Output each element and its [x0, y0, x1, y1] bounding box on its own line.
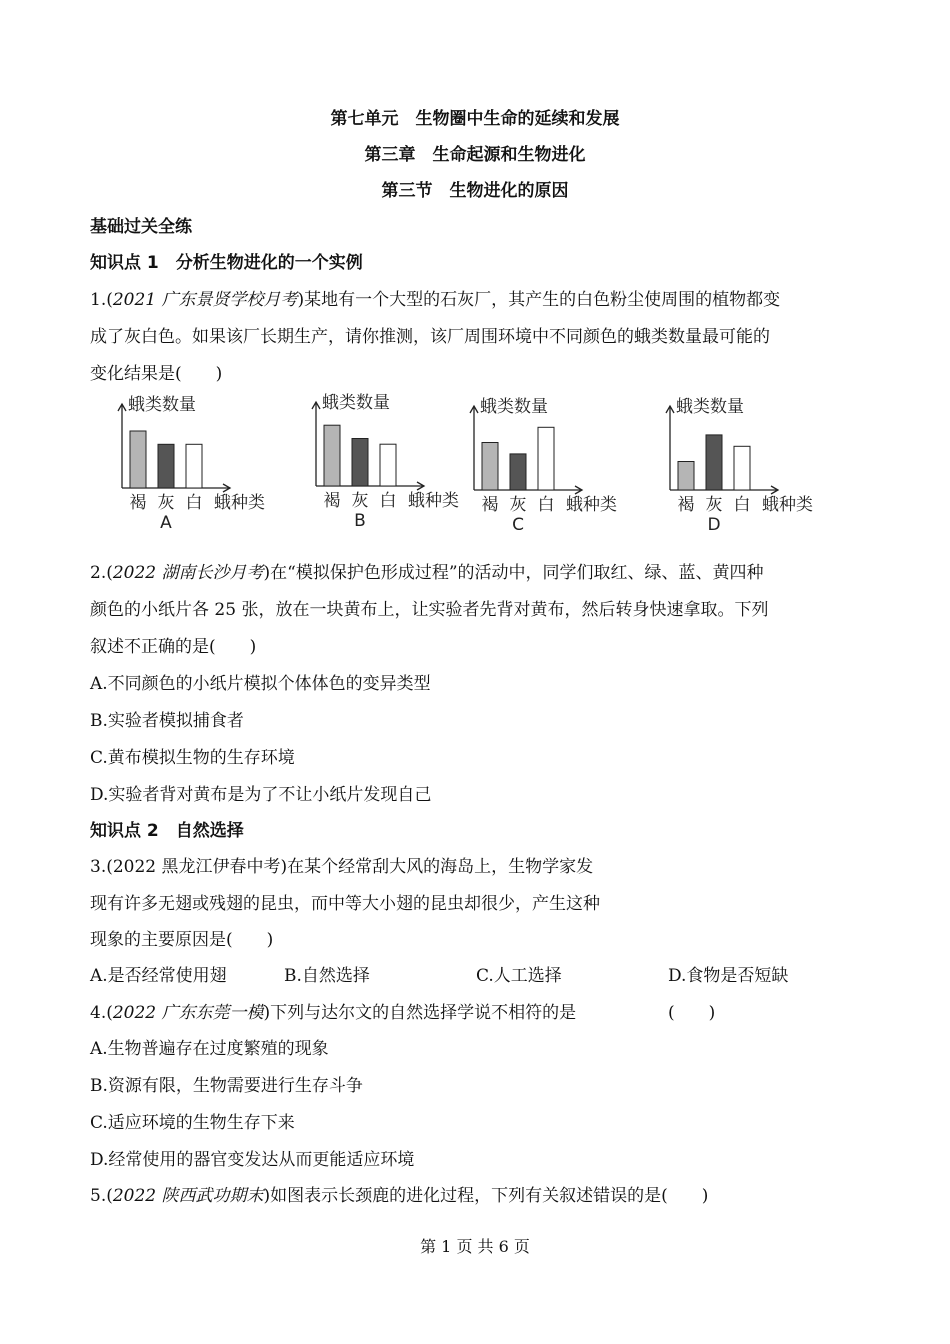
bar-褐	[482, 443, 498, 491]
bar-白	[380, 444, 396, 486]
question-4-option-c: C.适应环境的生物生存下来	[90, 1113, 295, 1133]
chart-B	[306, 388, 486, 532]
question-3-line-1: 3.(2022 黑龙江伊春中考)在某个经常刮大风的海岛上，生物学家发	[90, 857, 594, 877]
question-2-source: 2022 湖南长沙月考	[112, 563, 264, 583]
y-axis-label: 蛾类数量	[676, 397, 744, 417]
category-label: 灰	[509, 495, 527, 515]
question-2-line-1	[90, 558, 764, 583]
unit-title: 第七单元 生物圈中生命的延续和发展	[330, 109, 620, 129]
category-label: 灰	[157, 493, 175, 513]
question-3-line-3: 现象的主要原因是( )	[90, 930, 274, 950]
question-3-option-d: D.食物是否短缺	[668, 966, 789, 986]
question-4-answer-blank: ( )	[668, 1003, 716, 1023]
chapter-title: 第三章 生命起源和生物进化	[364, 145, 586, 165]
question-1-number: 1.(	[90, 290, 113, 310]
bar-褐	[130, 431, 146, 488]
category-label: 白	[537, 495, 555, 515]
bar-褐	[324, 425, 340, 486]
question-2-option-c: C.黄布模拟生物的生存环境	[90, 748, 295, 768]
x-axis-label: 蛾种类	[214, 493, 265, 513]
category-label: 褐	[481, 495, 499, 515]
question-2-line-2: 颜色的小纸片各 25 张，放在一块黄布上，让实验者先背对黄布，然后转身快速拿取。下列	[90, 600, 769, 620]
question-5-source: 2022 陕西武功期末	[112, 1186, 264, 1206]
knowledge-point-1: 知识点 1 分析生物进化的一个实例	[90, 253, 363, 273]
x-axis-label: 蛾种类	[408, 491, 459, 511]
question-4-option-a: A.生物普遍存在过度繁殖的现象	[90, 1039, 329, 1059]
question-4-line-1	[90, 998, 576, 1023]
question-1-line-3: 变化结果是( )	[90, 364, 223, 384]
question-2-option-d: D.实验者背对黄布是为了不让小纸片发现自己	[90, 785, 432, 805]
question-2-option-b: B.实验者模拟捕食者	[90, 711, 244, 731]
chart-C	[464, 392, 644, 536]
part-label: 基础过关全练	[90, 217, 192, 237]
question-4-option-b: B.资源有限，生物需要进行生存斗争	[90, 1076, 363, 1096]
bar-褐	[678, 462, 694, 491]
question-1-line-1	[90, 285, 780, 310]
question-4-number: 4.(	[90, 1003, 113, 1023]
bar-灰	[158, 444, 174, 488]
category-label: 白	[379, 491, 397, 511]
question-5-text: )如图表示长颈鹿的进化过程，下列有关叙述错误的是( )	[263, 1186, 709, 1206]
option-letter: B	[354, 511, 366, 531]
page-footer: 第 1 页 共 6 页	[420, 1237, 530, 1256]
y-axis-label: 蛾类数量	[128, 395, 196, 415]
x-axis-label: 蛾种类	[566, 495, 617, 515]
section-title: 第三节 生物进化的原因	[381, 181, 569, 201]
category-label: 褐	[677, 495, 695, 515]
chart-B-svg	[306, 388, 486, 531]
category-label: 褐	[323, 491, 341, 511]
bar-白	[186, 444, 202, 488]
question-1-text: )某地有一个大型的石灰厂，其产生的白色粉尘使周围的植物都变	[297, 290, 781, 310]
category-label: 灰	[705, 495, 723, 515]
question-4-text: )下列与达尔文的自然选择学说不相符的是	[263, 1003, 577, 1023]
question-3-option-a: A.是否经常使用翅	[90, 966, 227, 986]
question-3-option-b: B.自然选择	[284, 966, 370, 986]
option-letter: D	[707, 515, 721, 535]
category-label: 褐	[129, 493, 147, 513]
chart-D-svg	[660, 392, 840, 535]
question-3-option-c: C.人工选择	[476, 966, 562, 986]
bar-灰	[352, 439, 368, 487]
question-3-line-2: 现有许多无翅或残翅的昆虫，而中等大小翅的昆虫却很少，产生这种	[90, 894, 600, 914]
option-letter: C	[512, 515, 524, 535]
question-2-text: )在“模拟保护色形成过程”的活动中，同学们取红、绿、蓝、黄四种	[263, 563, 764, 583]
question-5-number: 5.(	[90, 1186, 113, 1206]
x-axis-label: 蛾种类	[762, 495, 813, 515]
chart-D	[660, 392, 840, 536]
option-letter: A	[160, 513, 172, 533]
question-2-line-3: 叙述不正确的是( )	[90, 637, 257, 657]
question-5-line-1	[90, 1181, 708, 1206]
bar-白	[538, 427, 554, 490]
chart-A	[112, 390, 292, 534]
y-axis-label: 蛾类数量	[480, 397, 548, 417]
category-label: 灰	[351, 491, 369, 511]
bar-白	[734, 446, 750, 490]
question-2-option-a: A.不同颜色的小纸片模拟个体体色的变异类型	[90, 674, 431, 694]
chart-C-svg	[464, 392, 644, 535]
y-axis-label: 蛾类数量	[322, 393, 390, 413]
chart-A-svg	[112, 390, 292, 533]
question-4-option-d: D.经常使用的器官变发达从而更能适应环境	[90, 1150, 415, 1170]
category-label: 白	[733, 495, 751, 515]
bar-灰	[510, 454, 526, 490]
bar-灰	[706, 435, 722, 490]
question-2-number: 2.(	[90, 563, 113, 583]
question-4-source: 2022 广东东莞一模	[112, 1003, 264, 1023]
question-1-line-2: 成了灰白色。如果该厂长期生产，请你推测，该厂周围环境中不同颜色的蛾类数量最可能的	[90, 327, 770, 347]
question-1-source: 2021 广东景贤学校月考	[112, 290, 298, 310]
knowledge-point-2: 知识点 2 自然选择	[90, 821, 244, 841]
category-label: 白	[185, 493, 203, 513]
